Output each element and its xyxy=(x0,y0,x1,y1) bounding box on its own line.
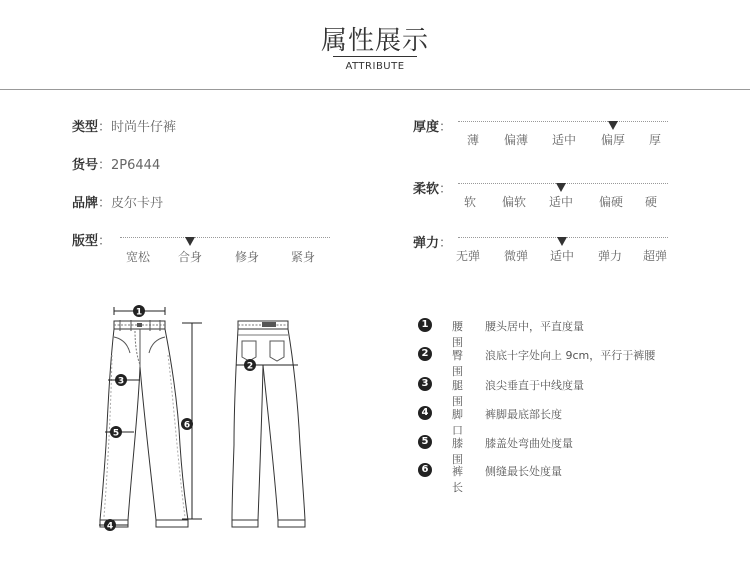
number-badge-icon: 3 xyxy=(418,377,432,391)
number-badge-icon: 4 xyxy=(418,406,432,420)
svg-text:6: 6 xyxy=(183,420,191,431)
title-underline xyxy=(333,56,417,57)
svg-text:5: 5 xyxy=(112,428,120,439)
brand-value: 皮尔卡丹 xyxy=(111,196,164,211)
elasticity-option: 微弹 xyxy=(503,249,529,263)
softness-label: 柔软 xyxy=(413,182,440,197)
softness-colon: ： xyxy=(439,182,453,197)
diagram-marker xyxy=(110,426,122,439)
page-title: 属性展示 xyxy=(320,26,429,56)
softness-row xyxy=(413,178,452,197)
elasticity-option: 无弹 xyxy=(455,249,481,263)
elasticity-colon: ： xyxy=(439,236,453,251)
softness-option: 偏硬 xyxy=(598,195,624,209)
diagram-marker xyxy=(133,305,145,318)
brand-row xyxy=(72,192,163,211)
elasticity-marker-icon xyxy=(557,237,567,246)
sku-colon: ： xyxy=(98,158,112,173)
number-badge-icon: 2 xyxy=(418,347,432,361)
softness-marker-icon xyxy=(556,183,566,192)
jeans-front-view xyxy=(100,320,191,527)
elasticity-option: 超弹 xyxy=(642,249,668,263)
number-badge-icon: 6 xyxy=(418,463,432,477)
diagram-marker xyxy=(244,359,256,372)
legend-name: 膝围 xyxy=(452,437,463,466)
fit-option: 合身 xyxy=(177,250,203,264)
fit-label: 版型 xyxy=(72,234,99,249)
diagram-marker xyxy=(104,519,116,532)
page-subtitle: ATTRIBUTE xyxy=(345,61,405,72)
svg-text:4: 4 xyxy=(106,521,114,532)
fit-colon: ： xyxy=(98,234,112,249)
number-badge-icon: 1 xyxy=(418,318,432,332)
legend-desc: 膝盖处弯曲处度量 xyxy=(485,437,573,450)
svg-text:1: 1 xyxy=(135,307,143,318)
fit-scale-line xyxy=(120,237,330,238)
legend-name: 腿围 xyxy=(452,379,463,408)
softness-option: 偏软 xyxy=(501,195,527,209)
fit-row xyxy=(72,230,111,249)
legend-desc: 腰头居中，平直度量 xyxy=(485,320,584,333)
thickness-option: 薄 xyxy=(466,133,480,147)
fit-option: 宽松 xyxy=(125,250,151,264)
softness-option: 软 xyxy=(463,195,477,209)
legend-desc: 浪尖垂直于中线度量 xyxy=(485,379,584,392)
thickness-option: 偏厚 xyxy=(600,133,626,147)
brand-label: 品牌 xyxy=(72,196,99,211)
jeans-measurement-diagram xyxy=(90,295,320,540)
svg-text:2: 2 xyxy=(246,361,254,372)
thickness-colon: ： xyxy=(439,120,453,135)
thickness-row xyxy=(413,116,452,135)
sku-label: 货号 xyxy=(72,158,99,173)
legend-name: 裤长 xyxy=(452,465,463,494)
thickness-option: 适中 xyxy=(551,133,577,147)
fit-marker-icon xyxy=(185,237,195,246)
thickness-label: 厚度 xyxy=(413,120,440,135)
legend-desc: 裤脚最底部长度 xyxy=(485,408,562,421)
elasticity-option: 弹力 xyxy=(597,249,623,263)
legend-name: 腰围 xyxy=(452,320,463,349)
number-badge-icon: 5 xyxy=(418,435,432,449)
type-row xyxy=(72,116,176,135)
legend-desc: 浪底十字处向上 9cm，平行于裤腰 xyxy=(485,349,656,362)
jeans-back-view xyxy=(232,321,305,527)
thickness-option: 厚 xyxy=(648,133,662,147)
diagram-marker xyxy=(115,374,127,387)
sku-value: 2P6444 xyxy=(111,158,161,173)
elasticity-label: 弹力 xyxy=(413,236,440,251)
diagram-marker xyxy=(181,418,193,431)
thickness-scale-line xyxy=(458,121,668,122)
softness-option: 适中 xyxy=(548,195,574,209)
fit-option: 修身 xyxy=(234,250,260,264)
softness-option: 硬 xyxy=(644,195,658,209)
type-colon: ： xyxy=(98,120,112,135)
brand-colon: ： xyxy=(98,196,112,211)
sku-row xyxy=(72,154,160,173)
type-value: 时尚牛仔裤 xyxy=(111,120,177,135)
header-divider xyxy=(0,89,750,90)
legend-name: 臀围 xyxy=(452,349,463,378)
fit-option: 紧身 xyxy=(290,250,316,264)
legend-desc: 侧缝最长处度量 xyxy=(485,465,562,478)
type-label: 类型 xyxy=(72,120,99,135)
thickness-marker-icon xyxy=(608,121,618,130)
elasticity-option: 适中 xyxy=(549,249,575,263)
elasticity-row xyxy=(413,232,452,251)
svg-text:3: 3 xyxy=(117,376,125,387)
legend-name: 脚口 xyxy=(452,408,463,437)
thickness-option: 偏薄 xyxy=(503,133,529,147)
